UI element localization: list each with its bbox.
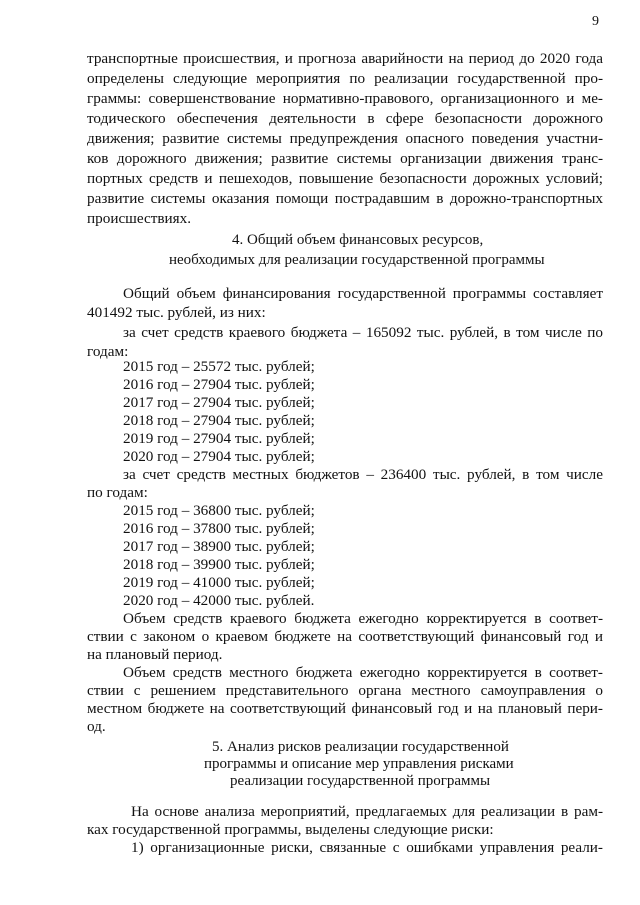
page-number: 9 <box>592 14 599 29</box>
local-adjust-line-1: Объем средств местного бюджета ежегодно корректируется в соответ- <box>123 664 603 681</box>
local-adjust-line-2: ствии с решением представительного органа местного самоуправления о <box>87 682 603 699</box>
local-2017: 2017 год – 38900 тыс. рублей; <box>123 538 315 555</box>
local-2018: 2018 год – 39900 тыс. рублей; <box>123 556 315 573</box>
regional-2018: 2018 год – 27904 тыс. рублей; <box>123 412 315 429</box>
para1-line-5: движения; развитие системы предупреждения опасного поведения участни- <box>87 130 603 147</box>
regional-adjust-line-1: Объем средств краевого бюджета ежегодно корректируется в соответ- <box>123 610 603 627</box>
regional-2015: 2015 год – 25572 тыс. рублей; <box>123 358 315 375</box>
local-2016: 2016 год – 37800 тыс. рублей; <box>123 520 315 537</box>
section4-heading-line-2: необходимых для реализации государственной программы <box>169 252 545 268</box>
section5-line-1: На основе анализа мероприятий, предлагаемых для реализации в рам- <box>131 803 603 820</box>
section5-line-2: ках государственной программы, выделены следующие риски: <box>87 821 494 838</box>
regional-2016: 2016 год – 27904 тыс. рублей; <box>123 376 315 393</box>
section4-line-4: годам: <box>87 343 129 360</box>
local-2020: 2020 год – 42000 тыс. рублей. <box>123 592 315 609</box>
section4-local-line-1: за счет средств местных бюджетов – 236400 тыс. рублей, в том числе <box>123 466 603 483</box>
section4-local-line-2: по годам: <box>87 484 148 501</box>
section5-line-3: 1) организационные риски, связанные с ошибками управления реали- <box>131 839 603 856</box>
para1-line-4: тодического обеспечения деятельности в сфере безопасности дорожного <box>87 110 603 127</box>
local-2015: 2015 год – 36800 тыс. рублей; <box>123 502 315 519</box>
regional-2019: 2019 год – 27904 тыс. рублей; <box>123 430 315 447</box>
section4-line-3: за счет средств краевого бюджета – 165092 тыс. рублей, в том числе по <box>123 324 603 341</box>
para1-line-3: граммы: совершенствование нормативно-правового, организационного и ме- <box>87 90 603 107</box>
local-adjust-line-4: од. <box>87 718 106 735</box>
para1-line-9: происшествиях. <box>87 210 192 227</box>
para1-line-7: портных средств и пешеходов, повышение безопасности дорожных условий; <box>87 170 603 187</box>
para1-line-1: транспортные происшествия, и прогноза аварийности на период до 2020 года <box>87 50 603 67</box>
section4-heading-line-1: 4. Общий объем финансовых ресурсов, <box>232 232 484 248</box>
section4-line-1: Общий объем финансирования государственной программы составляет <box>123 285 603 302</box>
para1-line-2: определены следующие мероприятия по реализации государственной про- <box>87 70 603 87</box>
section4-line-2: 401492 тыс. рублей, из них: <box>87 304 266 321</box>
regional-2020: 2020 год – 27904 тыс. рублей; <box>123 448 315 465</box>
regional-adjust-line-2: ствии с законом о краевом бюджете на соответствующий финансовый год и <box>87 628 603 645</box>
para1-line-6: ков дорожного движения; развитие системы организации движения транс- <box>87 150 603 167</box>
regional-adjust-line-3: на плановый период. <box>87 646 223 663</box>
regional-2017: 2017 год – 27904 тыс. рублей; <box>123 394 315 411</box>
section5-heading-line-1: 5. Анализ рисков реализации государственной <box>212 739 509 755</box>
local-adjust-line-3: местном бюджете на соответствующий финансовый год и на плановый пери- <box>87 700 603 717</box>
section5-heading-line-2: программы и описание мер управления рисками <box>204 756 514 772</box>
para1-line-8: развитие системы оказания помощи пострадавшим в дорожно-транспортных <box>87 190 603 207</box>
local-2019: 2019 год – 41000 тыс. рублей; <box>123 574 315 591</box>
section5-heading-line-3: реализации государственной программы <box>230 773 491 789</box>
